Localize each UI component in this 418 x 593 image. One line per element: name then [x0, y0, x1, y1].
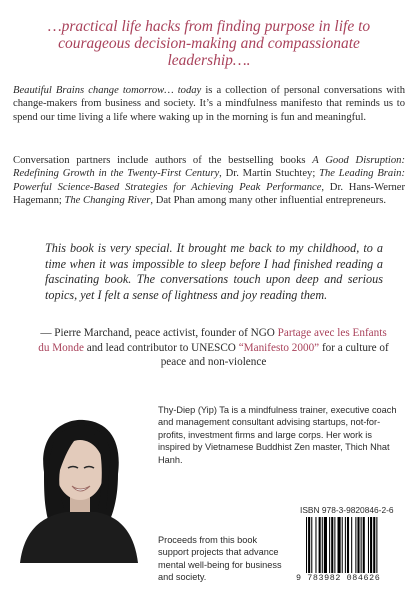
book-title-3: The Changing River: [64, 195, 151, 207]
book-title-1: A Good Disruption: Redefining Growth in the Twenty-First Century: [13, 155, 405, 180]
author-bio: Thy-Diep (Yip) Ta is a mindfulness trainer, executive coach and management consultant advising startups, not-for-profits, investment firms and large corps. Her work is inspired by Vietnamese Buddhist Zen master, Thich Nhat Hanh.: [158, 405, 397, 465]
attribution-part-2: and lead contributor to UNESCO: [83, 341, 239, 354]
endorsement-quote: This book is very special. It brought me back to my childhood, to a time when it was impossible to sleep before I had finished reading a fascinating book. The conversations touch upon deep and serious topics, yet I felt a sense of lightness and joy reading them.: [45, 241, 383, 302]
partners-lead: Conversation partners include authors of the bestselling books: [13, 155, 313, 166]
isbn-label: ISBN 978-3-9820846-2-6: [300, 505, 394, 515]
attribution-part-3: for a culture of peace and non-violence: [160, 341, 389, 369]
book-title: Beautiful Brains change tomorrow… today: [13, 85, 202, 96]
proceeds-note: Proceeds from this book support projects that advance mental well-being for business and society.: [158, 535, 282, 583]
author-portrait-image: [14, 412, 142, 563]
partners-paragraph: [13, 154, 405, 208]
author-1: , Dr. Martin Stuchtey;: [219, 168, 320, 180]
barcode-image: [306, 517, 402, 573]
author-3: , Dat Phan among many other influential entrepreneurs.: [150, 195, 387, 207]
intro-text: is a collection of personal conversations with change-makers from business and society. It’s a mindfulness manifesto that reminds us to spend our time living a life where waking up in the morning is fun and meaningful.: [13, 85, 405, 123]
author-2: , Dr. Hans-Werner Hagemann;: [13, 181, 405, 207]
isbn-barcode: [296, 505, 404, 585]
back-cover-tagline: …practical life hacks from finding purpose in life to courageous decision-making and compassionate leadership….: [47, 18, 371, 69]
author-photo: [14, 412, 142, 563]
quote-attribution: [36, 326, 391, 370]
organization-name: Partage avec les Enfants du Monde: [38, 327, 387, 354]
barcode-digits: 9 783982 084626: [296, 573, 381, 583]
book-title-2: The Leading Brain: Powerful Science-Based Strategies for Achieving Peak Performance: [13, 168, 405, 193]
intro-paragraph: [13, 84, 405, 124]
manifesto-name: “Manifesto 2000”: [238, 341, 320, 354]
attribution-part-1: — Pierre Marchand, peace activist, founder of NGO: [40, 327, 278, 339]
